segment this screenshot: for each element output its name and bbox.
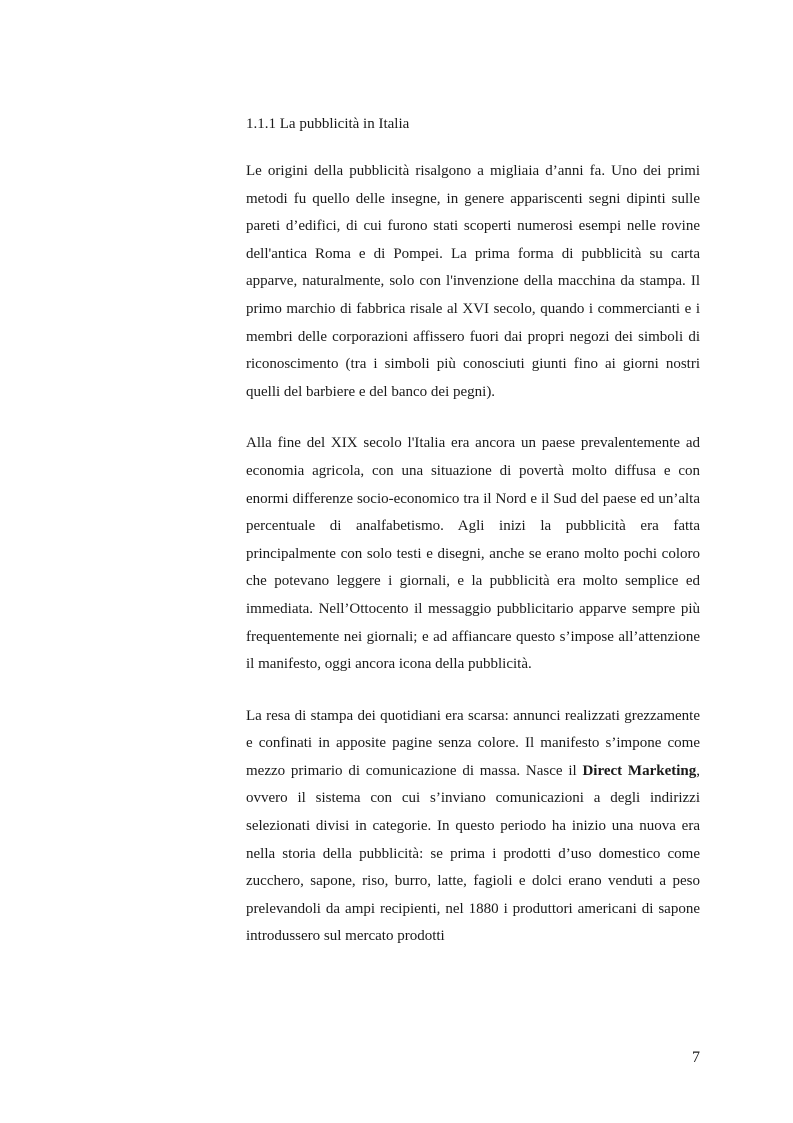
paragraph-direct-marketing xyxy=(246,703,700,951)
paragraph-text-part: , ovvero il sistema con cui s’inviano comunicazioni a degli indirizzi selezionati divisi in categorie. In questo periodo ha inizio una nuova era nella storia della pubblicità: se prima i prodotti d’uso domestico come zucchero, sapone, riso, burro, latte, fagioli e dolci erano venduti a peso prelevandoli da ampi recipienti, nel 1880 i produttori americani di sapone introdussero sul mercato prodotti xyxy=(246,762,700,945)
paragraph-origins: Le origini della pubblicità risalgono a migliaia d’anni fa. Uno dei primi metodi fu quello delle insegne, in genere appariscenti segni dipinti sulle pareti d’edifici, di cui furono stati scoperti numerosi esempi nelle rovine dell'antica Roma e di Pompei. La prima forma di pubblicità su carta apparve, naturalmente, solo con l'invenzione della macchina da stampa. Il primo marchio di fabbrica risale al XVI secolo, quando i commercianti e i membri delle corporazioni affissero fuori dai propri negozi dei simboli di riconoscimento (tra i simboli più conosciuti giunti fino ai giorni nostri quelli del barbiere e del banco dei pegni). xyxy=(246,163,700,400)
page-content xyxy=(246,112,700,975)
paragraph-nineteenth-century: Alla fine del XIX secolo l'Italia era ancora un paese prevalentemente ad economia agricola, con una situazione di povertà molto diffusa e con enormi differenze socio-economico tra il Nord e il Sud del paese ed un’alta percentuale di analfabetismo. Agli inizi la pubblicità era fatta principalmente con solo testi e disegni, anche se erano molto pochi coloro che potevano leggere i giornali, e la pubblicità era molto semplice ed immediata. Nell’Ottocento il messaggio pubblicitario apparve sempre più frequentemente nei giornali; e ad affiancare questo s’impose all’attenzione il manifesto, oggi ancora icona della pubblicità. xyxy=(246,435,700,673)
paragraph-text-part: La resa di stampa dei quotidiani era scarsa: annunci realizzati grezzamente e confinati in apposite pagine senza colore. Il manifesto s’impone come mezzo primario di comunicazione di massa. Nasce il xyxy=(246,707,700,779)
direct-marketing-term: Direct Marketing xyxy=(582,762,697,779)
page-number: 7 xyxy=(692,1049,700,1066)
section-heading: 1.1.1 La pubblicità in Italia xyxy=(246,116,410,132)
